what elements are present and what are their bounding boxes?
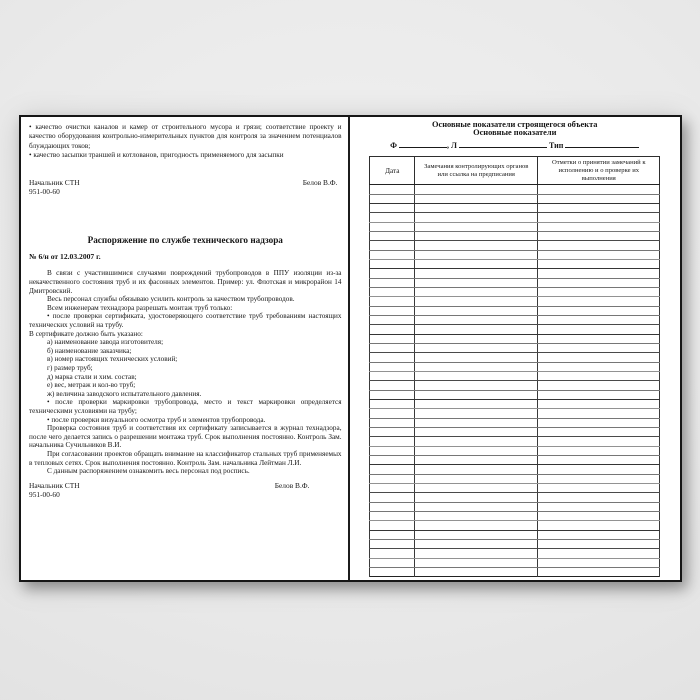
form-label-l: , Л bbox=[447, 141, 457, 151]
table-cell-empty bbox=[415, 353, 538, 362]
table-cell-empty bbox=[538, 353, 660, 362]
table-cell-empty bbox=[415, 483, 538, 492]
table-cell-empty bbox=[370, 194, 415, 203]
table-cell-empty bbox=[370, 409, 415, 418]
table-cell-empty bbox=[415, 185, 538, 194]
table-cell-empty bbox=[370, 558, 415, 567]
table-cell-empty bbox=[538, 427, 660, 436]
signature-block-top bbox=[29, 178, 342, 187]
form-blank-l bbox=[459, 140, 547, 148]
table-row bbox=[370, 297, 660, 306]
table-row bbox=[370, 353, 660, 362]
table-cell-empty bbox=[538, 260, 660, 269]
table-row bbox=[370, 511, 660, 520]
table-cell-empty bbox=[415, 371, 538, 380]
table-cell-empty bbox=[538, 511, 660, 520]
table-cell-empty bbox=[538, 418, 660, 427]
table-cell-empty bbox=[370, 390, 415, 399]
table-cell-empty bbox=[415, 511, 538, 520]
table-cell-empty bbox=[538, 222, 660, 231]
table-cell-empty bbox=[538, 474, 660, 483]
table-cell-empty bbox=[415, 297, 538, 306]
table-row bbox=[370, 493, 660, 502]
table-cell-empty bbox=[415, 278, 538, 287]
table-row bbox=[370, 269, 660, 278]
table-cell-empty bbox=[370, 297, 415, 306]
table-row bbox=[370, 558, 660, 567]
table-cell-empty bbox=[538, 567, 660, 576]
signature-name: Белов В.Ф. bbox=[302, 177, 338, 187]
table-cell-empty bbox=[370, 483, 415, 492]
form-blank-f bbox=[399, 140, 447, 148]
document-number: № 6/н от 12.03.2007 г. bbox=[29, 252, 101, 262]
table-cell-empty bbox=[538, 521, 660, 530]
table-cell-empty bbox=[415, 222, 538, 231]
table-cell-empty bbox=[538, 316, 660, 325]
table-cell-empty bbox=[415, 381, 538, 390]
table-row bbox=[370, 362, 660, 371]
paragraph: а) наименование завода изготовителя; bbox=[47, 338, 164, 347]
table-cell-empty bbox=[415, 558, 538, 567]
table-cell-empty bbox=[538, 446, 660, 455]
table-cell-empty bbox=[538, 362, 660, 371]
table-cell-empty bbox=[370, 427, 415, 436]
table-cell-empty bbox=[370, 316, 415, 325]
table-row bbox=[370, 194, 660, 203]
table-row bbox=[370, 343, 660, 352]
table-cell-empty bbox=[370, 362, 415, 371]
table-cell-empty bbox=[370, 539, 415, 548]
table-cell-empty bbox=[370, 232, 415, 241]
table-row bbox=[370, 390, 660, 399]
table-cell-empty bbox=[415, 343, 538, 352]
table-row bbox=[370, 455, 660, 464]
table-row bbox=[370, 371, 660, 380]
table-cell-empty bbox=[415, 334, 538, 343]
table-cell-empty bbox=[370, 567, 415, 576]
table-row bbox=[370, 399, 660, 408]
table-cell-empty bbox=[415, 306, 538, 315]
table-cell-empty bbox=[538, 483, 660, 492]
table-cell-empty bbox=[538, 213, 660, 222]
table-row bbox=[370, 306, 660, 315]
table-cell-empty bbox=[538, 409, 660, 418]
table-cell-empty bbox=[370, 353, 415, 362]
table-cell-empty bbox=[415, 418, 538, 427]
paragraph: Всем инженерам технадзора разрешать монтаж труб только: bbox=[47, 303, 233, 312]
table-row bbox=[370, 427, 660, 436]
table-row bbox=[370, 549, 660, 558]
table-cell-empty bbox=[370, 325, 415, 334]
table-row bbox=[370, 521, 660, 530]
table-row bbox=[370, 502, 660, 511]
page-right bbox=[350, 117, 681, 580]
table-cell-empty bbox=[415, 549, 538, 558]
table-cell-empty bbox=[370, 334, 415, 343]
table-cell-empty bbox=[370, 269, 415, 278]
table-row bbox=[370, 241, 660, 250]
table-cell-empty bbox=[538, 502, 660, 511]
table-cell-empty bbox=[415, 250, 538, 259]
table-row bbox=[370, 530, 660, 539]
table-row bbox=[370, 446, 660, 455]
table-cell-empty bbox=[415, 288, 538, 297]
table-row bbox=[370, 232, 660, 241]
paragraph: В сертификате должно быть указано: bbox=[29, 329, 143, 338]
table-cell-empty bbox=[370, 213, 415, 222]
table-cell-empty bbox=[370, 204, 415, 213]
table-cell-empty bbox=[415, 455, 538, 464]
table-cell-empty bbox=[538, 549, 660, 558]
table-cell-empty bbox=[538, 493, 660, 502]
table-row bbox=[370, 288, 660, 297]
table-cell-empty bbox=[538, 241, 660, 250]
table-cell-empty bbox=[370, 474, 415, 483]
paragraph: Весь персонал службы обязываю усилить контроль за качеством трубопроводов. bbox=[47, 295, 295, 304]
table-cell-empty bbox=[370, 399, 415, 408]
table-cell-empty bbox=[370, 371, 415, 380]
table-header-remarks: Замечания контролирующих органов или ссылка на предписания bbox=[415, 157, 538, 185]
table-row bbox=[370, 409, 660, 418]
bullet-item: • качество засыпки траншей и котлованов, пригодность применяемого для засыпки bbox=[29, 151, 284, 160]
table-cell-empty bbox=[415, 399, 538, 408]
document-title: Распоряжение по службе технического надзора bbox=[87, 235, 283, 246]
table-row bbox=[370, 381, 660, 390]
table-cell-empty bbox=[538, 232, 660, 241]
table-cell-empty bbox=[415, 474, 538, 483]
table-cell-empty bbox=[538, 288, 660, 297]
page-left bbox=[21, 117, 350, 580]
table-cell-empty bbox=[415, 260, 538, 269]
table-cell-empty bbox=[415, 521, 538, 530]
table-cell-empty bbox=[538, 437, 660, 446]
table-cell-empty bbox=[370, 437, 415, 446]
table-cell-empty bbox=[370, 521, 415, 530]
table-row bbox=[370, 278, 660, 287]
table-cell-empty bbox=[370, 260, 415, 269]
signature-position: Начальник СТН bbox=[29, 480, 80, 490]
table-cell-empty bbox=[370, 241, 415, 250]
table-cell-empty bbox=[370, 549, 415, 558]
table-cell-empty bbox=[370, 381, 415, 390]
table-row bbox=[370, 474, 660, 483]
table-header-row bbox=[370, 157, 660, 185]
table-cell-empty bbox=[415, 493, 538, 502]
paragraph: • после проверки сертификата, удостоверяющего соответствие труб требованиям настоящих технических условий на трубу. bbox=[29, 312, 342, 329]
table-cell-empty bbox=[538, 399, 660, 408]
table-cell-empty bbox=[538, 381, 660, 390]
paragraph: е) вес, метраж и кол-во труб; bbox=[47, 381, 136, 390]
table-cell-empty bbox=[415, 530, 538, 539]
table-cell-empty bbox=[370, 250, 415, 259]
table-cell-empty bbox=[370, 465, 415, 474]
table-cell-empty bbox=[415, 325, 538, 334]
table-cell-empty bbox=[538, 455, 660, 464]
table-cell-empty bbox=[538, 185, 660, 194]
table-cell-empty bbox=[538, 194, 660, 203]
table-cell-empty bbox=[370, 288, 415, 297]
table-cell-empty bbox=[415, 446, 538, 455]
table-cell-empty bbox=[538, 558, 660, 567]
table-row bbox=[370, 539, 660, 548]
form-label-f: Ф bbox=[390, 141, 398, 151]
signature-phone: 951-00-60 bbox=[29, 490, 60, 500]
paragraph: г) размер труб; bbox=[47, 363, 93, 372]
signature-name: Белов В.Ф. bbox=[274, 480, 310, 490]
document-spread bbox=[19, 115, 682, 582]
order-paragraphs bbox=[29, 269, 342, 475]
continuation-bullet-list bbox=[29, 123, 342, 161]
table-row bbox=[370, 437, 660, 446]
table-cell-empty bbox=[538, 306, 660, 315]
table-row bbox=[370, 334, 660, 343]
table-header-date: Дата bbox=[370, 157, 415, 185]
paragraph: • после проверки маркировки трубопровода, место и текст маркировки определяется техническими условиями на трубу; bbox=[29, 398, 342, 415]
table-cell-empty bbox=[538, 465, 660, 474]
table-cell-empty bbox=[538, 530, 660, 539]
signature-phone: 951-00-60 bbox=[29, 187, 60, 197]
paragraph: д) марка стали и хим. состав; bbox=[47, 372, 137, 381]
table-cell-empty bbox=[538, 297, 660, 306]
table-row bbox=[370, 185, 660, 194]
table-row bbox=[370, 567, 660, 576]
table-cell-empty bbox=[370, 455, 415, 464]
table-cell-empty bbox=[415, 567, 538, 576]
table-cell-empty bbox=[538, 204, 660, 213]
table-cell-empty bbox=[415, 437, 538, 446]
table-cell-empty bbox=[538, 269, 660, 278]
form-blank-tip bbox=[565, 140, 639, 148]
table-cell-empty bbox=[538, 334, 660, 343]
table-cell-empty bbox=[415, 241, 538, 250]
table-title-line2: Основные показатели bbox=[473, 128, 557, 138]
table-cell-empty bbox=[370, 306, 415, 315]
table-cell-empty bbox=[370, 222, 415, 231]
table-row bbox=[370, 316, 660, 325]
table-cell-empty bbox=[415, 502, 538, 511]
table-cell-empty bbox=[538, 250, 660, 259]
table-row bbox=[370, 222, 660, 231]
table-row bbox=[370, 418, 660, 427]
table-cell-empty bbox=[415, 316, 538, 325]
table-cell-empty bbox=[370, 343, 415, 352]
table-cell-empty bbox=[538, 278, 660, 287]
paragraph: При согласовании проектов обращать внимание на классификатор стальных труб применяемых в тепловых сетях. Срок выполнения постоянно. Контроль Зам. начальника Лейтман Л.И. bbox=[29, 449, 342, 467]
form-fields-line bbox=[359, 140, 672, 151]
table-title-line1: Основные показатели строящегося объекта bbox=[432, 120, 598, 129]
form-label-tip: Тип bbox=[548, 141, 564, 151]
table-cell-empty bbox=[415, 465, 538, 474]
table-cell-empty bbox=[415, 232, 538, 241]
table-cell-empty bbox=[415, 213, 538, 222]
table-cell-empty bbox=[415, 362, 538, 371]
table-cell-empty bbox=[415, 409, 538, 418]
table-cell-empty bbox=[538, 325, 660, 334]
paragraph: С данным распоряжением ознакомить весь персонал под роспись. bbox=[47, 467, 250, 476]
table-cell-empty bbox=[370, 418, 415, 427]
table-header-acceptance: Отметки о принятии замечаний к исполнению и о проверке их выполнения bbox=[538, 157, 660, 185]
table-cell-empty bbox=[370, 185, 415, 194]
table-row bbox=[370, 204, 660, 213]
inspection-log-table bbox=[369, 156, 660, 577]
table-cell-empty bbox=[415, 427, 538, 436]
table-row bbox=[370, 465, 660, 474]
table-cell-empty bbox=[538, 539, 660, 548]
table-cell-empty bbox=[370, 446, 415, 455]
table-cell-empty bbox=[415, 539, 538, 548]
table-cell-empty bbox=[370, 278, 415, 287]
table-cell-empty bbox=[538, 390, 660, 399]
table-cell-empty bbox=[538, 371, 660, 380]
table-cell-empty bbox=[415, 204, 538, 213]
bullet-item: • качество очистки каналов и камер от строительного мусора и грязи; соответствие проекту и качество оборудования контрольно-измерительных пунктов для контроля за значением потенциалов блуждающих токов; bbox=[29, 123, 342, 150]
paragraph: • после проверки визуального осмотра труб и элементов трубопровода. bbox=[47, 415, 266, 424]
paragraph: В связи с участившимися случаями повреждений трубопроводов в ППУ изоляции из-за некачественного состояния труб и их фасонных элементов. Пример: ул. Флотская и микрорайон 14 Дмитровский. bbox=[29, 269, 342, 295]
table-cell-empty bbox=[538, 343, 660, 352]
table-cell-empty bbox=[370, 502, 415, 511]
table-row bbox=[370, 483, 660, 492]
paragraph: ж) величина заводского испытательного давления. bbox=[47, 389, 202, 398]
table-body bbox=[370, 185, 660, 577]
table-row bbox=[370, 325, 660, 334]
table-cell-empty bbox=[370, 511, 415, 520]
table-row bbox=[370, 260, 660, 269]
table-row bbox=[370, 250, 660, 259]
table-row bbox=[370, 213, 660, 222]
table-cell-empty bbox=[415, 390, 538, 399]
table-cell-empty bbox=[415, 194, 538, 203]
signature-block-bottom bbox=[29, 481, 342, 490]
table-cell-empty bbox=[370, 530, 415, 539]
signature-position: Начальник СТН bbox=[29, 177, 80, 187]
table-cell-empty bbox=[370, 493, 415, 502]
table-cell-empty bbox=[415, 269, 538, 278]
paragraph: в) номер настоящих технических условий; bbox=[47, 355, 178, 364]
paragraph: б) наименование заказчика; bbox=[47, 346, 132, 355]
paragraph: Проверка состояния труб и соответствия их сертификату записывается в журнал технадзора, после чего делается запись о разрешении монтажа труб. Срок выполнения постоянно. Контроль Зам. начальника Сучильников В.И. bbox=[29, 424, 342, 450]
